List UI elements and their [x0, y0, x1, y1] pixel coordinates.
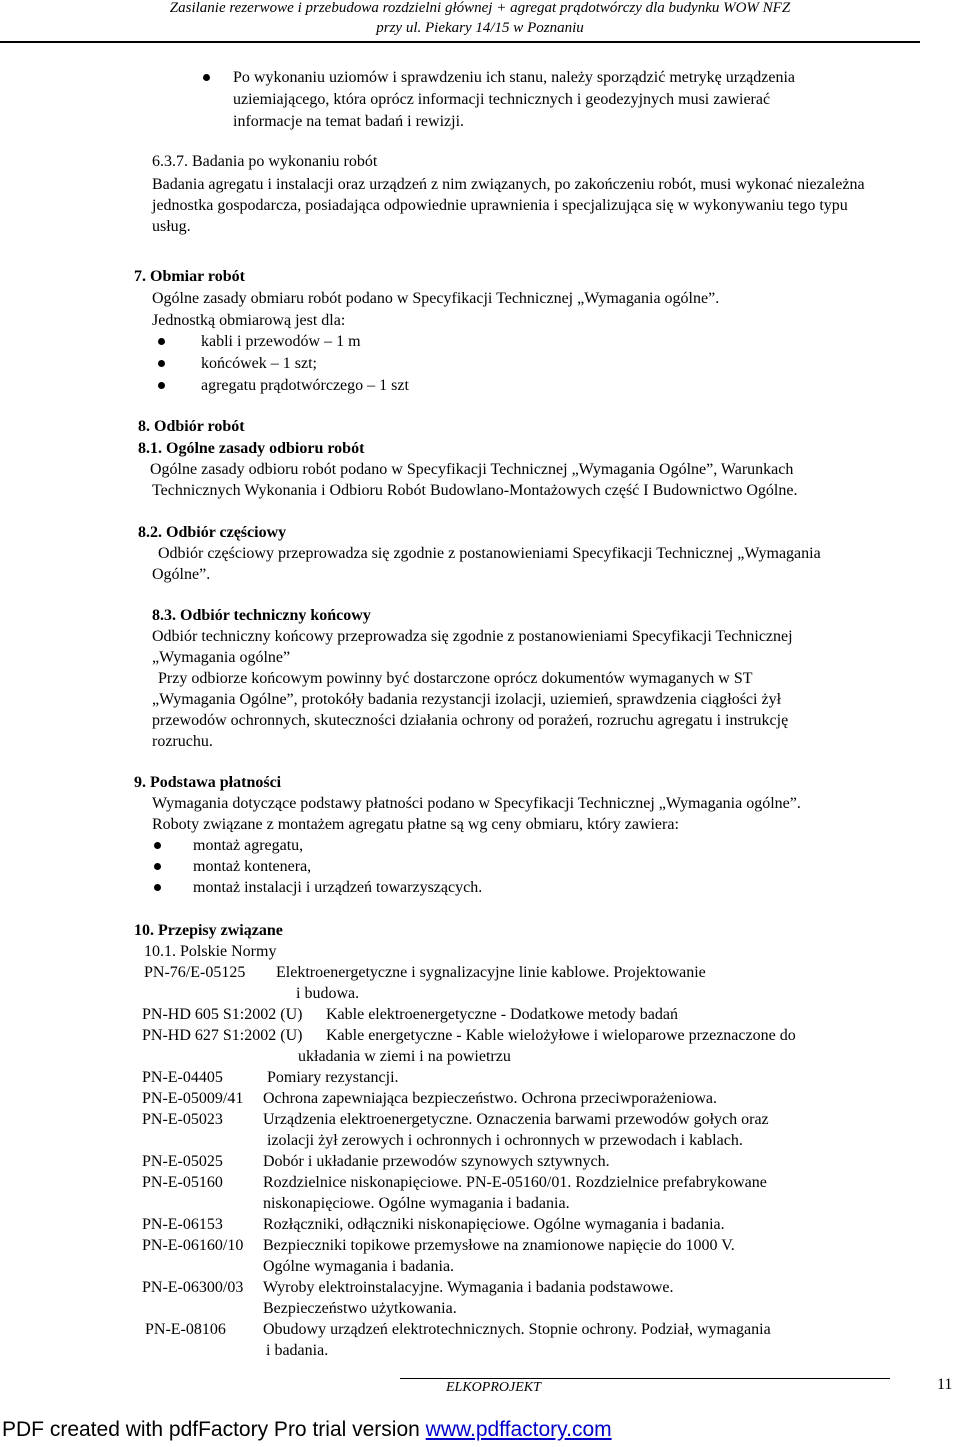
norm-code: PN-HD 605 S1:2002 (U) [142, 1006, 303, 1023]
norm-code: PN-76/E-05125 [144, 964, 246, 981]
section-83-line: rozruchu. [152, 733, 213, 750]
pdf-watermark-text: PDF created with pdfFactory Pro trial version [2, 1418, 426, 1441]
intro-line: informacje na temat badań i rewizji. [233, 113, 465, 130]
pdffactory-link[interactable]: www.pdffactory.com [425, 1418, 612, 1441]
norm-text: Bezpieczniki topikowe przemysłowe na znamionowe napięcie do 1000 V. [263, 1237, 735, 1254]
norm-code: PN-HD 627 S1:2002 (U) [142, 1027, 303, 1044]
norm-text: Rozłączniki, odłączniki niskonapięciowe. Ogólne wymagania i badania. [263, 1216, 725, 1233]
bullet-icon [154, 884, 161, 891]
norm-code: PN-E-05009/41 [142, 1090, 244, 1107]
norm-code: PN-E-08106 [145, 1321, 226, 1338]
header-line-1: Zasilanie rezerwowe i przebudowa rozdzielni głównej + agregat prądotwórczy dla budynku WOW NFZ [169, 0, 791, 16]
header-line-2: przy ul. Piekary 14/15 w Poznaniu [376, 20, 584, 36]
section-81-line: Ogólne zasady odbioru robót podano w Specyfikacji Technicznej „Wymagania Ogólne”, Warunkach [150, 461, 794, 478]
intro-line: Po wykonaniu uziomów i sprawdzeniu ich stanu, należy sporządzić metrykę urządzenia [233, 69, 796, 86]
norm-text: Dobór i układanie przewodów szynowych sztywnych. [263, 1153, 610, 1170]
norm-code: PN-E-06153 [142, 1216, 223, 1233]
section-82-line: Ogólne”. [152, 566, 211, 583]
norm-text-cont: izolacji żył zerowych i ochronnych i ochronnych w przewodach i kablach. [267, 1132, 743, 1149]
norm-code: PN-E-05160 [142, 1174, 223, 1191]
section-82-line: Odbiór częściowy przeprowadza się zgodnie z postanowieniami Specyfikacji Technicznej „Wymagania [158, 545, 821, 562]
intro-line: uziemiającego, która oprócz informacji technicznych i geodezyjnych musi zawierać [233, 91, 771, 108]
norm-text-cont: i budowa. [296, 985, 360, 1002]
norm-text-cont: Ogólne wymagania i badania. [263, 1258, 455, 1275]
norm-text-cont: układania w ziemi i na powietrzu [298, 1048, 511, 1065]
section-7-line: Ogólne zasady obmiaru robót podano w Specyfikacji Technicznej „Wymagania ogólne”. [152, 290, 720, 307]
section-83-line: Odbiór techniczny końcowy przeprowadza się zgodnie z postanowieniami Specyfikacji Technicznej [152, 628, 793, 645]
list-item: montaż instalacji i urządzeń towarzyszących. [193, 879, 483, 896]
header-rule [0, 41, 920, 43]
norm-text: Ochrona zapewniająca bezpieczeństwo. Ochrona przeciwporażeniowa. [263, 1090, 717, 1107]
section-637-heading: 6.3.7. Badania po wykonaniu robót [152, 153, 378, 170]
section-101-heading: 10.1. Polskie Normy [144, 943, 277, 960]
section-81-heading: 8.1. Ogólne zasady odbioru robót [138, 440, 365, 457]
norm-text: Kable elektroenergetyczne - Dodatkowe metody badań [326, 1006, 678, 1023]
norm-text-cont: niskonapięciowe. Ogólne wymagania i badania. [263, 1195, 570, 1212]
section-7-heading: 7. Obmiar robót [134, 268, 245, 285]
bullet-icon [154, 842, 161, 849]
section-10-heading: 10. Przepisy związane [134, 922, 283, 939]
footer-company: ELKOPROJEKT [446, 1380, 541, 1395]
section-83-line: przewodów ochronnych, skuteczności działania ochrony od porażeń, rozruchu agregatu i instrukcję [152, 712, 789, 729]
section-8-heading: 8. Odbiór robót [138, 418, 245, 435]
norm-code: PN-E-05023 [142, 1111, 223, 1128]
norm-text-cont: Bezpieczeństwo użytkowania. [263, 1300, 457, 1317]
section-81-line: Technicznych Wykonania i Odbioru Robót Budowlano-Montażowych część I Budownictwo Ogólne. [152, 482, 798, 499]
section-9-heading: 9. Podstawa płatności [134, 774, 282, 791]
section-9-line: Roboty związane z montażem agregatu płatne są wg ceny obmiaru, który zawiera: [152, 816, 679, 833]
norm-text: Rozdzielnice niskonapięciowe. PN-E-05160/01. Rozdzielnice prefabrykowane [263, 1174, 767, 1191]
section-83-line: „Wymagania ogólne” [152, 649, 291, 666]
norm-text: Elektroenergetyczne i sygnalizacyjne linie kablowe. Projektowanie [276, 964, 706, 981]
list-item: końcówek – 1 szt; [201, 355, 317, 372]
page-number: 11 [937, 1376, 953, 1393]
bullet-icon [154, 863, 161, 870]
list-item: kabli i przewodów – 1 m [201, 333, 361, 350]
pdf-watermark [2, 1418, 612, 1442]
bullet-icon [158, 360, 165, 367]
bullet-icon [158, 338, 165, 345]
section-7-line: Jednostką obmiarową jest dla: [152, 312, 346, 329]
footer-rule [400, 1378, 890, 1379]
norm-code: PN-E-05025 [142, 1153, 223, 1170]
section-83-line: „Wymagania Ogólne”, protokóły badania rezystancji izolacji, uziemień, sprawdzenia ciągłości żył [152, 691, 782, 708]
norm-text: Kable energetyczne - Kable wielożyłowe i wieloparowe przeznaczone do [326, 1027, 796, 1044]
norm-code: PN-E-04405 [142, 1069, 223, 1086]
section-9-line: Wymagania dotyczące podstawy płatności podano w Specyfikacji Technicznej „Wymagania ogólne”. [152, 795, 801, 812]
norm-text: Urządzenia elektroenergetyczne. Oznaczenia barwami przewodów gołych oraz [263, 1111, 769, 1128]
list-item: agregatu prądotwórczego – 1 szt [201, 377, 409, 394]
list-item: montaż kontenera, [193, 858, 312, 875]
section-83-line: Przy odbiorze końcowym powinny być dostarczone oprócz dokumentów wymaganych w ST [158, 670, 753, 687]
norm-text: Obudowy urządzeń elektrotechnicznych. Stopnie ochrony. Podział, wymagania [263, 1321, 771, 1338]
list-item: montaż agregatu, [193, 837, 304, 854]
norm-code: PN-E-06300/03 [142, 1279, 244, 1296]
section-82-heading: 8.2. Odbiór częściowy [138, 524, 287, 541]
bullet-icon [158, 382, 165, 389]
section-83-heading: 8.3. Odbiór techniczny końcowy [152, 607, 371, 624]
norm-text-cont: i badania. [266, 1342, 329, 1359]
norm-code: PN-E-06160/10 [142, 1237, 244, 1254]
section-637-line: jednostka gospodarcza, posiadająca odpowiednie uprawnienia i specjalizująca się w wykonywaniu tego typu [152, 197, 848, 214]
section-637-line: usług. [152, 218, 191, 235]
section-637-line: Badania agregatu i instalacji oraz urządzeń z nim związanych, po zakończeniu robót, musi wykonać niezależna [152, 176, 865, 193]
bullet-icon [203, 74, 210, 81]
norm-text: Pomiary rezystancji. [267, 1069, 399, 1086]
norm-text: Wyroby elektroinstalacyjne. Wymagania i badania podstawowe. [263, 1279, 674, 1296]
